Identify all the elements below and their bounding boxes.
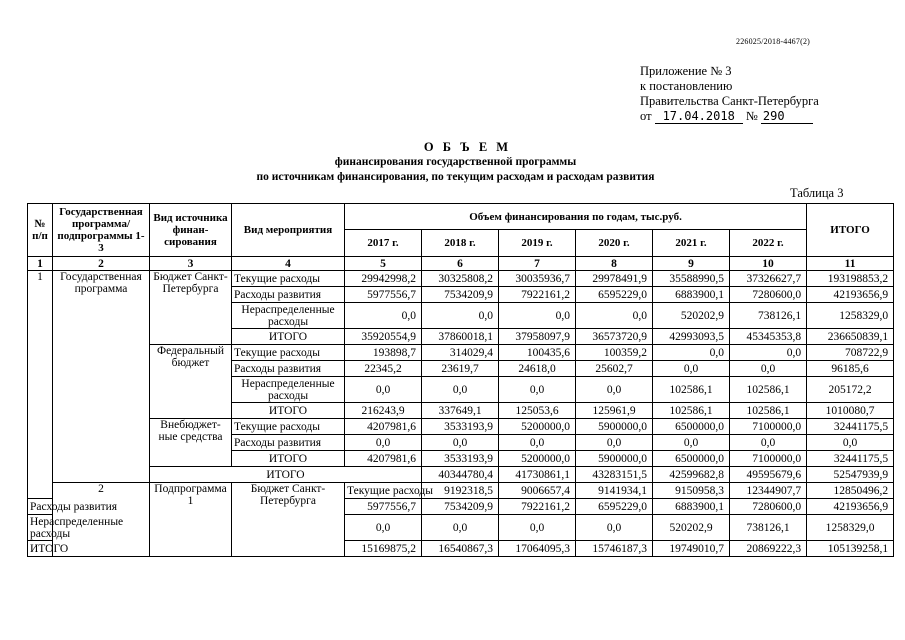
value-cell: 100359,2 <box>576 345 653 361</box>
document-id: 226025/2018-4467(2) <box>736 37 811 46</box>
value-cell: 37326627,7 <box>730 271 807 287</box>
value-cell: 25602,7 <box>576 361 653 377</box>
total-cell: 205172,2 <box>807 377 894 403</box>
table-row <box>28 467 894 483</box>
header-event: Вид мероприятия <box>232 204 345 257</box>
total-cell: 105139258,1 <box>807 541 894 557</box>
column-number: 11 <box>807 257 894 271</box>
value-cell: 0,0 <box>653 435 730 451</box>
source-name: Федеральный бюджет <box>150 345 232 419</box>
value-cell: 37958097,9 <box>499 329 576 345</box>
resolution-date: 17.04.2018 <box>655 110 743 124</box>
value-cell: 0,0 <box>422 377 499 403</box>
value-cell: 125053,6 <box>499 403 576 419</box>
value-cell: 16540867,3 <box>422 541 499 557</box>
value-cell: 52547939,9 <box>807 467 894 483</box>
total-cell: 42193656,9 <box>807 287 894 303</box>
value-cell: 0,0 <box>422 303 499 329</box>
value-cell: 29942998,2 <box>345 271 422 287</box>
value-cell: 5977556,7 <box>345 499 422 515</box>
value-cell: 0,0 <box>345 515 422 541</box>
value-cell: 24618,0 <box>499 361 576 377</box>
title-line-1: О Б Ъ Е М <box>423 140 512 154</box>
table-row <box>28 419 894 435</box>
value-cell: 12344907,7 <box>730 483 807 499</box>
event-type: ИТОГО <box>232 451 345 467</box>
total-cell: 1010080,7 <box>807 403 894 419</box>
value-cell: 7280600,0 <box>730 499 807 515</box>
event-type: Нераспределенные расходы <box>28 515 53 541</box>
event-type: Расходы развития <box>232 361 345 377</box>
value-cell: 0,0 <box>730 435 807 451</box>
value-cell: 5900000,0 <box>576 451 653 467</box>
value-cell: 35588990,5 <box>653 271 730 287</box>
value-cell: 43283151,5 <box>576 467 653 483</box>
value-cell: 6595229,0 <box>576 287 653 303</box>
value-cell: 29978491,9 <box>576 271 653 287</box>
value-cell: 41730861,1 <box>499 467 576 483</box>
total-cell: 708722,9 <box>807 345 894 361</box>
value-cell: 30035936,7 <box>499 271 576 287</box>
value-cell: 40344780,4 <box>422 467 499 483</box>
value-cell: 102586,1 <box>653 377 730 403</box>
value-cell: 7280600,0 <box>730 287 807 303</box>
from-label: от <box>640 109 652 123</box>
value-cell: 0,0 <box>576 377 653 403</box>
value-cell: 7534209,9 <box>422 287 499 303</box>
value-cell: 738126,1 <box>730 303 807 329</box>
value-cell: 0,0 <box>499 377 576 403</box>
value-cell: 42993093,5 <box>653 329 730 345</box>
event-type: Нераспределенные расходы <box>232 303 345 329</box>
appendix-line-3: Правительства Санкт-Петербурга <box>640 94 819 108</box>
value-cell: 7534209,9 <box>422 499 499 515</box>
value-cell: 15746187,3 <box>576 541 653 557</box>
column-number: 8 <box>576 257 653 271</box>
value-cell: 314029,4 <box>422 345 499 361</box>
value-cell: 30325808,2 <box>422 271 499 287</box>
value-cell: 0,0 <box>653 361 730 377</box>
value-cell: 125961,9 <box>576 403 653 419</box>
table-row <box>28 345 894 361</box>
value-cell: 23619,7 <box>422 361 499 377</box>
column-number: 5 <box>345 257 422 271</box>
total-cell: 32441175,5 <box>807 419 894 435</box>
column-number: 10 <box>730 257 807 271</box>
event-type: ИТОГО <box>232 329 345 345</box>
value-cell: 102586,1 <box>730 377 807 403</box>
grand-total-label: ИТОГО <box>150 467 422 483</box>
appendix-date-line <box>640 109 819 124</box>
value-cell: 12850496,2 <box>807 483 894 499</box>
value-cell: 7922161,2 <box>499 499 576 515</box>
value-cell: 7100000,0 <box>730 451 807 467</box>
value-cell: 20869222,3 <box>730 541 807 557</box>
value-cell: 6883900,1 <box>653 499 730 515</box>
value-cell: 19749010,7 <box>653 541 730 557</box>
header-year: 2021 г. <box>653 230 730 257</box>
appendix-line-2: к постановлению <box>640 79 733 93</box>
column-number: 4 <box>232 257 345 271</box>
number-label: № <box>745 109 758 123</box>
value-cell: 337649,1 <box>422 403 499 419</box>
value-cell: 193898,7 <box>345 345 422 361</box>
total-cell: 1258329,0 <box>807 515 894 541</box>
header-total: ИТОГО <box>807 204 894 257</box>
total-cell: 0,0 <box>807 435 894 451</box>
financing-table <box>27 203 894 557</box>
header-year: 2018 г. <box>422 230 499 257</box>
value-cell: 0,0 <box>422 435 499 451</box>
header-row-1 <box>28 204 894 230</box>
event-type: Текущие расходы <box>232 419 345 435</box>
program-name: Государственная программа <box>53 271 150 483</box>
value-cell: 42599682,8 <box>653 467 730 483</box>
value-cell: 5200000,0 <box>499 451 576 467</box>
value-cell: 0,0 <box>499 303 576 329</box>
value-cell: 0,0 <box>345 377 422 403</box>
column-number: 9 <box>653 257 730 271</box>
value-cell: 0,0 <box>730 345 807 361</box>
event-type: Расходы развития <box>28 499 53 515</box>
header-year: 2017 г. <box>345 230 422 257</box>
event-type: Текущие расходы <box>232 271 345 287</box>
value-cell: 6500000,0 <box>653 451 730 467</box>
value-cell: 7100000,0 <box>730 419 807 435</box>
value-cell: 0,0 <box>653 345 730 361</box>
value-cell: 102586,1 <box>730 403 807 419</box>
value-cell: 15169875,2 <box>345 541 422 557</box>
header-source: Вид источника финан-сирования <box>150 204 232 257</box>
event-type: Нераспределенные расходы <box>232 377 345 403</box>
title-line-2: финансирования государственной программы <box>334 156 577 168</box>
source-name: Внебюджет-ные средства <box>150 419 232 467</box>
value-cell: 216243,9 <box>345 403 422 419</box>
value-cell: 22345,2 <box>345 361 422 377</box>
value-cell: 0,0 <box>499 435 576 451</box>
total-cell: 32441175,5 <box>807 451 894 467</box>
header-volume: Объем финансирования по годам, тыс.руб. <box>345 204 807 230</box>
value-cell: 0,0 <box>422 515 499 541</box>
value-cell: 3533193,9 <box>422 451 499 467</box>
value-cell: 35920554,9 <box>345 329 422 345</box>
value-cell: 37860018,1 <box>422 329 499 345</box>
event-type: Текущие расходы <box>232 345 345 361</box>
value-cell: 6500000,0 <box>653 419 730 435</box>
source-name: Бюджет Санкт-Петербурга <box>232 483 345 557</box>
value-cell: 9192318,5 <box>422 483 499 499</box>
value-cell: 0,0 <box>576 515 653 541</box>
value-cell: 17064095,3 <box>499 541 576 557</box>
value-cell: 0,0 <box>576 435 653 451</box>
value-cell: 5977556,7 <box>345 287 422 303</box>
total-cell: 42193656,9 <box>807 499 894 515</box>
value-cell: 9006657,4 <box>499 483 576 499</box>
event-type: ИТОГО <box>28 541 53 557</box>
total-cell: 1258329,0 <box>807 303 894 329</box>
value-cell: 6883900,1 <box>653 287 730 303</box>
value-cell: 738126,1 <box>730 515 807 541</box>
event-type: Расходы развития <box>232 287 345 303</box>
value-cell: 100435,6 <box>499 345 576 361</box>
value-cell: 9141934,1 <box>576 483 653 499</box>
table-label: Таблица 3 <box>790 186 844 200</box>
appendix-block <box>640 64 819 124</box>
value-cell: 45345353,8 <box>730 329 807 345</box>
column-number: 6 <box>422 257 499 271</box>
column-number: 1 <box>28 257 53 271</box>
header-no: № п/п <box>28 204 53 257</box>
value-cell: 5200000,0 <box>499 419 576 435</box>
value-cell: 5900000,0 <box>576 419 653 435</box>
value-cell: 36573720,9 <box>576 329 653 345</box>
event-type: Расходы развития <box>232 435 345 451</box>
header-program: Государственная программа/ подпрограммы 1-3 <box>53 204 150 257</box>
row-number: 1 <box>28 271 53 499</box>
header-year: 2020 г. <box>576 230 653 257</box>
value-cell: 0,0 <box>345 303 422 329</box>
column-number: 7 <box>499 257 576 271</box>
column-number: 2 <box>53 257 150 271</box>
document-title <box>0 140 905 185</box>
value-cell: 6595229,0 <box>576 499 653 515</box>
resolution-number: 290 <box>761 110 813 124</box>
header-year: 2019 г. <box>499 230 576 257</box>
total-cell: 236650839,1 <box>807 329 894 345</box>
source-name: Бюджет Санкт-Петербурга <box>150 271 232 345</box>
column-number: 3 <box>150 257 232 271</box>
value-cell: 102586,1 <box>653 403 730 419</box>
table-row <box>28 271 894 287</box>
value-cell: 49595679,6 <box>730 467 807 483</box>
program-name: Подпрограмма 1 <box>150 483 232 557</box>
value-cell: 7922161,2 <box>499 287 576 303</box>
total-cell: 96185,6 <box>807 361 894 377</box>
value-cell: 520202,9 <box>653 515 730 541</box>
title-line-3: по источникам финансирования, по текущим расходам и расходам развития <box>256 171 655 183</box>
value-cell: 0,0 <box>499 515 576 541</box>
value-cell: 4207981,6 <box>345 451 422 467</box>
value-cell: 0,0 <box>576 303 653 329</box>
total-cell: 193198853,2 <box>807 271 894 287</box>
table-row <box>28 483 894 499</box>
row-number: 2 <box>53 483 150 557</box>
value-cell: 4207981,6 <box>345 419 422 435</box>
value-cell: 0,0 <box>345 435 422 451</box>
value-cell: 0,0 <box>730 361 807 377</box>
appendix-line-1: Приложение № 3 <box>640 64 732 78</box>
value-cell: 9150958,3 <box>653 483 730 499</box>
header-year: 2022 г. <box>730 230 807 257</box>
event-type: Текущие расходы <box>345 483 422 499</box>
column-number-row <box>28 257 894 271</box>
event-type: ИТОГО <box>232 403 345 419</box>
value-cell: 520202,9 <box>653 303 730 329</box>
value-cell: 3533193,9 <box>422 419 499 435</box>
